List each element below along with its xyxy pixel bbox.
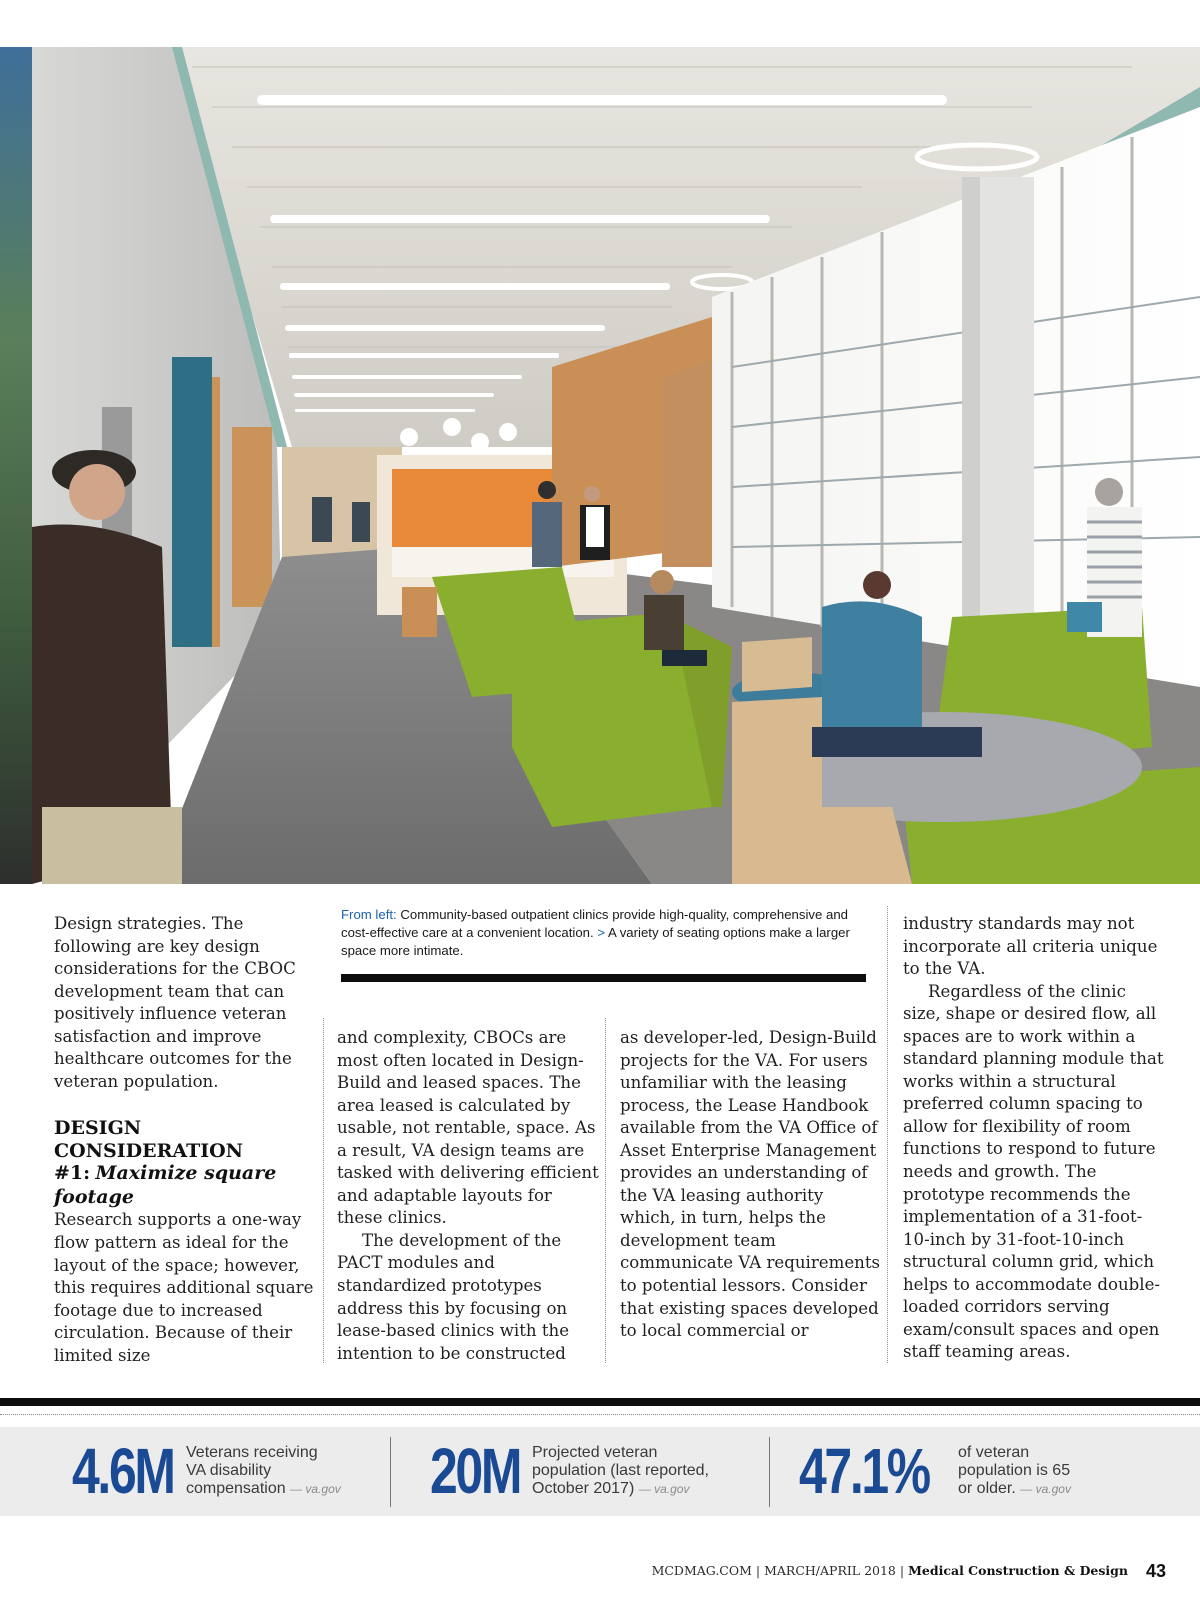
- stat-item: [797, 1427, 1097, 1516]
- stats-divider: [769, 1437, 770, 1507]
- heading-line-1: DESIGN: [54, 1117, 142, 1140]
- heading-subtitle: Maximize square footage: [54, 1162, 277, 1208]
- page-footer: [652, 1561, 1166, 1582]
- stat-value: 47.1%: [799, 1435, 929, 1507]
- stat-description: [958, 1444, 1098, 1498]
- text-column-2: [337, 1027, 599, 1365]
- stat-source: — va.gov: [1020, 1482, 1071, 1496]
- text-column-1: [54, 913, 316, 1367]
- stats-dotted-rule: [0, 1414, 1200, 1415]
- body-paragraph: Research supports a one-way flow pattern as ideal for the layout of the space; however, this requires additional square footage due to increased circulation. Because of their limited size: [54, 1210, 314, 1365]
- stats-bar: [0, 1427, 1200, 1516]
- footer-separator: |: [899, 1563, 905, 1578]
- intro-paragraph: Design strategies. The following are key design considerations for the CBOC development team that can positively influence veteran satisfaction and improve healthcare outcomes for the veteran population.: [54, 914, 296, 1091]
- stat-line: compensation: [186, 1480, 286, 1497]
- paragraph: industry standards may not incorporate all criteria unique to the VA.: [903, 914, 1158, 979]
- heading-number: #1:: [54, 1162, 91, 1185]
- stat-source: — va.gov: [638, 1482, 690, 1496]
- text-column-4: [903, 913, 1165, 1364]
- stat-line: VA disability: [186, 1462, 272, 1479]
- footer-site: MCDMAG.COM: [651, 1563, 752, 1578]
- stat-line: population is 65: [958, 1462, 1071, 1479]
- stat-line: Veterans receiving: [186, 1444, 318, 1461]
- stat-item: [428, 1427, 758, 1516]
- footer-issue: MARCH/APRIL 2018: [764, 1563, 896, 1578]
- stat-line: of veteran: [958, 1444, 1030, 1461]
- paragraph: as developer-led, Design-Build projects for the VA. For users unfamiliar with the leasing process, the Lease Handbook available from the VA Office of Asset Enterprise Management provides an understanding of the VA leasing authority which, in turn, helps the development team communicate VA requirements to potential lessors. Consider that existing spaces developed to local commercial or: [620, 1028, 881, 1341]
- caption-arrow-icon: >: [597, 925, 606, 941]
- photo-edge-strip: [0, 47, 32, 884]
- paragraph: Regardless of the clinic size, shape or desired flow, all spaces are to work within a standard planning module that works within a structural preferred column spacing to allow for flexibility of room functions to respond to future needs and growth. The prototype recommends the implementation of a 31-foot-10-inch by 31-foot-10-inch structural column grid, which helps to accommodate double-loaded corridors serving exam/consult spaces and open staff teaming areas.: [903, 981, 1164, 1362]
- stats-rule: [0, 1398, 1200, 1406]
- caption-lead: From left:: [341, 907, 397, 922]
- stat-description: [186, 1444, 386, 1498]
- photo-caption: [341, 906, 866, 961]
- stat-value: 20M: [430, 1435, 521, 1507]
- stat-source: — va.gov: [290, 1482, 341, 1496]
- stat-item: [70, 1427, 390, 1516]
- stat-line: or older.: [958, 1480, 1016, 1497]
- caption-text-2: A variety of seating options make a larger space more intimate.: [341, 925, 850, 959]
- stat-line: October 2017): [532, 1480, 635, 1497]
- text-column-3: [620, 1027, 882, 1343]
- column-divider: [887, 906, 888, 1363]
- stats-divider: [390, 1437, 391, 1507]
- stat-line: population (last reported,: [532, 1462, 709, 1479]
- stat-value: 4.6M: [72, 1435, 174, 1507]
- clinic-lobby-illustration: [32, 47, 1200, 884]
- page-number: 43: [1145, 1561, 1166, 1581]
- caption-rule: [341, 974, 866, 982]
- paragraph: The development of the PACT modules and standardized prototypes address this by focusing on lease-based clinics with the intention to be constructed: [337, 1230, 570, 1363]
- caption-text-1: Community-based outpatient clinics provide high-quality, comprehensive and cost-effective care at a convenient location.: [341, 907, 848, 941]
- paragraph: and complexity, CBOCs are most often located in Design-Build and leased spaces. The area leased is calculated by usable, not rentable, space. As a result, VA design teams are tasked with delivering efficient and adaptable layouts for these clinics.: [337, 1028, 599, 1228]
- column-divider: [605, 1018, 606, 1363]
- footer-magazine: Medical Construction & Design: [908, 1563, 1128, 1578]
- stat-description: [532, 1444, 752, 1498]
- heading-line-2: CONSIDERATION: [54, 1139, 244, 1162]
- column-divider: [323, 1018, 324, 1363]
- section-heading: [54, 1117, 316, 1209]
- footer-separator: |: [755, 1563, 761, 1578]
- stat-line: Projected veteran: [532, 1444, 658, 1461]
- clinic-lobby-photo: [32, 47, 1200, 884]
